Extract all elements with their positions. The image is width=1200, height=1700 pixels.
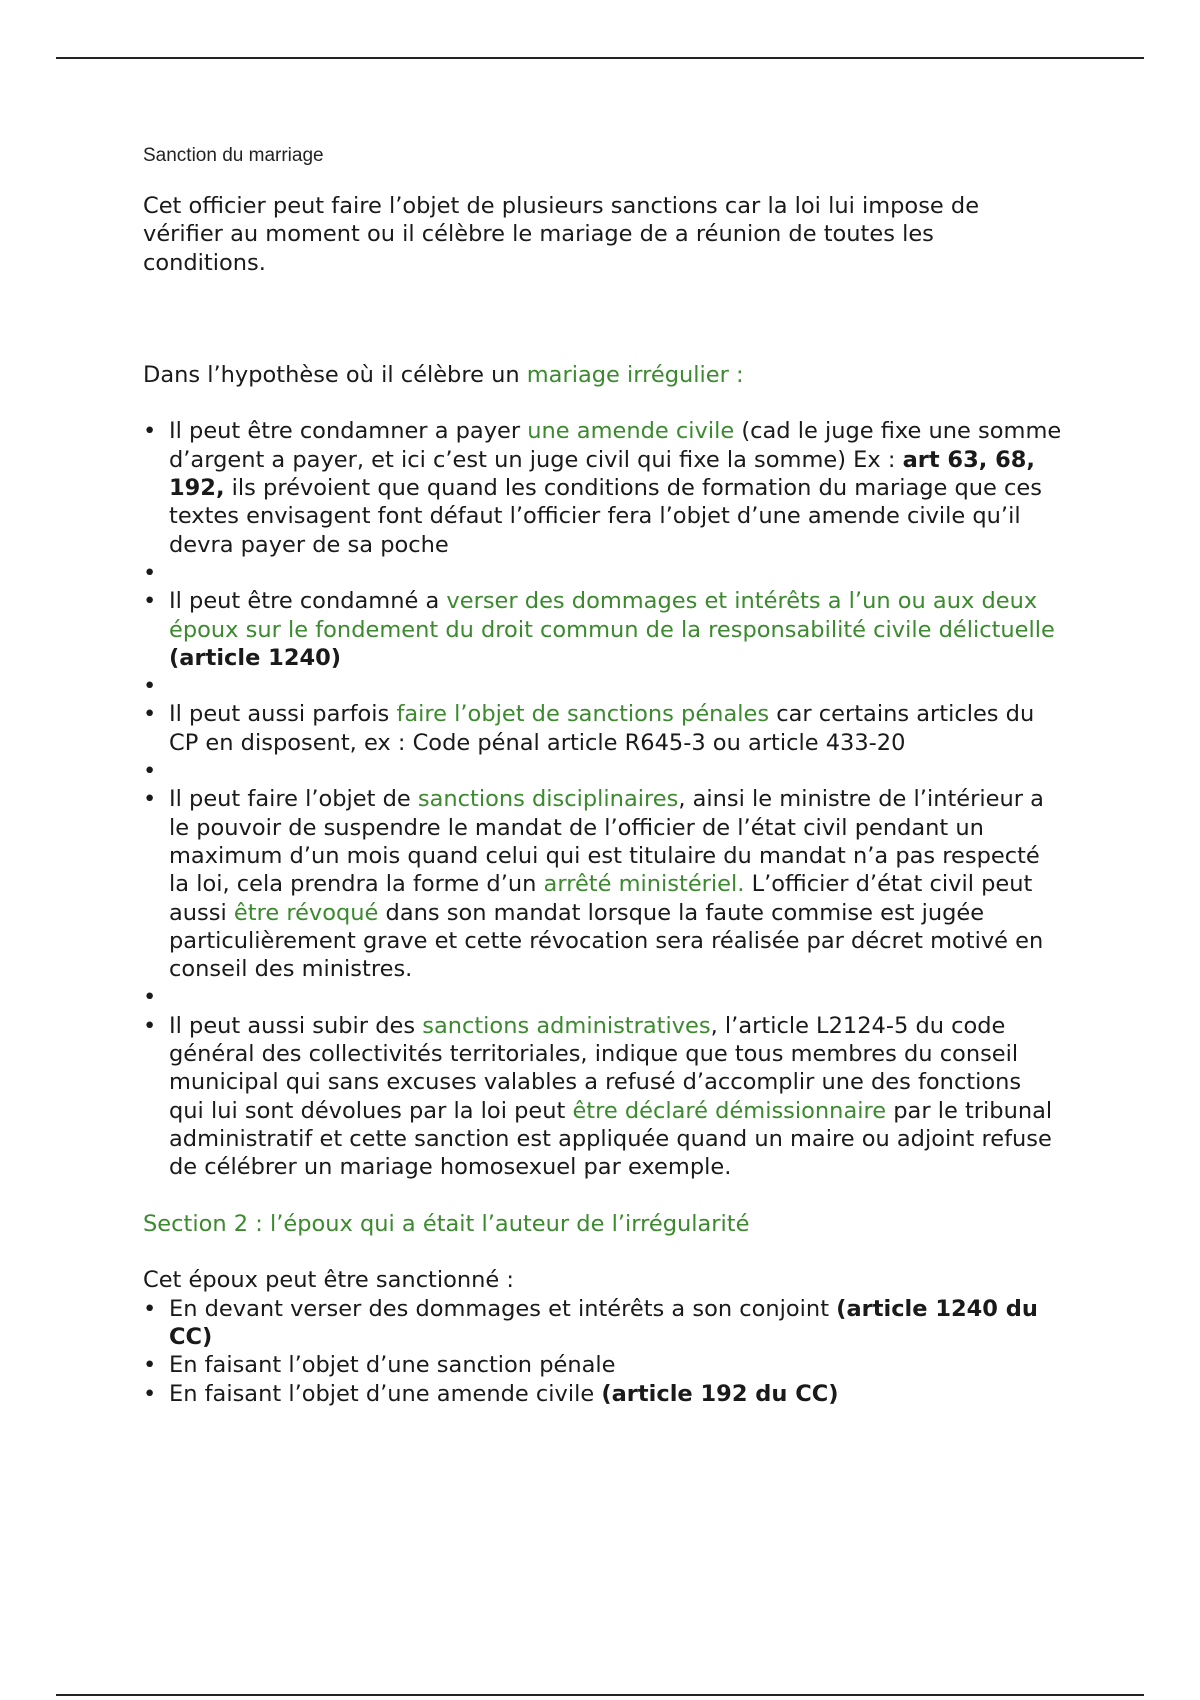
section-2-intro: Cet époux peut être sanctionné : [143, 1267, 514, 1294]
list-item: • Il peut être condamner a payer une amende civile (cad le juge fixe une somme d’argent a payer, et ici c’est un juge civil qui fixe la somme) Ex : art 63, 68, 192, ils prévoient que quand les conditions de formation du mariage que ces textes envisagent font défaut l’officier fera l’objet d’une amende civile qu’il devra payer de sa poche [143, 417, 1063, 558]
intro-paragraph: Cet officier peut faire l’objet de plusieurs sanctions car la loi lui impose de vérifier au moment ou il célèbre le mariage de a réunion de toutes les conditions. [143, 193, 980, 276]
list-item: • En faisant l’objet d’une amende civile (article 192 du CC) [143, 1380, 1063, 1408]
document-header: Sanction du marriage [143, 145, 324, 166]
list-item: • En faisant l’objet d’une sanction pénale [143, 1351, 1063, 1379]
highlight-text: mariage irrégulier : [526, 361, 744, 388]
bottom-rule [56, 1694, 1144, 1696]
section-2-list [143, 1295, 1063, 1408]
list-item: • Il peut aussi parfois faire l’objet de sanctions pénales car certains articles du CP en disposent, ex : Code pénal article R645-3 ou article 433-20 [143, 700, 1063, 757]
sanctions-list [143, 417, 1063, 1181]
document-page [143, 140, 1063, 1408]
section-2-title: Section 2 : l’époux qui a était l’auteur de l’irrégularité [143, 1210, 750, 1237]
list-item: • Il peut faire l’objet de sanctions disciplinaires, ainsi le ministre de l’intérieur a le pouvoir de suspendre le mandat de l’officier de l’état civil pendant un maximum d’un mois quand celui qui est titulaire du mandat n’a pas respecté la loi, cela prendra la forme d’un arrêté ministériel. L’officier d’état civil peut aussi être révoqué dans son mandat lorsque la faute commise est jugée particulièrement grave et cette révocation sera réalisée par décret motivé en conseil des ministres. [143, 785, 1063, 983]
list-item: • Il peut être condamné a verser des dommages et intérêts a l’un ou aux deux époux sur le fondement du droit commun de la responsabilité civile délictuelle (article 1240) [143, 587, 1063, 672]
top-rule [56, 57, 1144, 59]
list-item: • En devant verser des dommages et intérêts a son conjoint (article 1240 du CC) [143, 1295, 1063, 1352]
list-item: • Il peut aussi subir des sanctions administratives, l’article L2124-5 du code général des collectivités territoriales, indique que tous membres du conseil municipal qui sans excuses valables a refusé d’accomplir une des fonctions qui lui sont dévolues par la loi peut être déclaré démissionnaire par le tribunal administratif et cette sanction est appliquée quand un maire ou adjoint refuse de célébrer un mariage homosexuel par exemple. [143, 1012, 1063, 1182]
hypothesis-paragraph: Dans l’hypothèse où il célèbre un mariage irrégulier : [143, 361, 744, 388]
